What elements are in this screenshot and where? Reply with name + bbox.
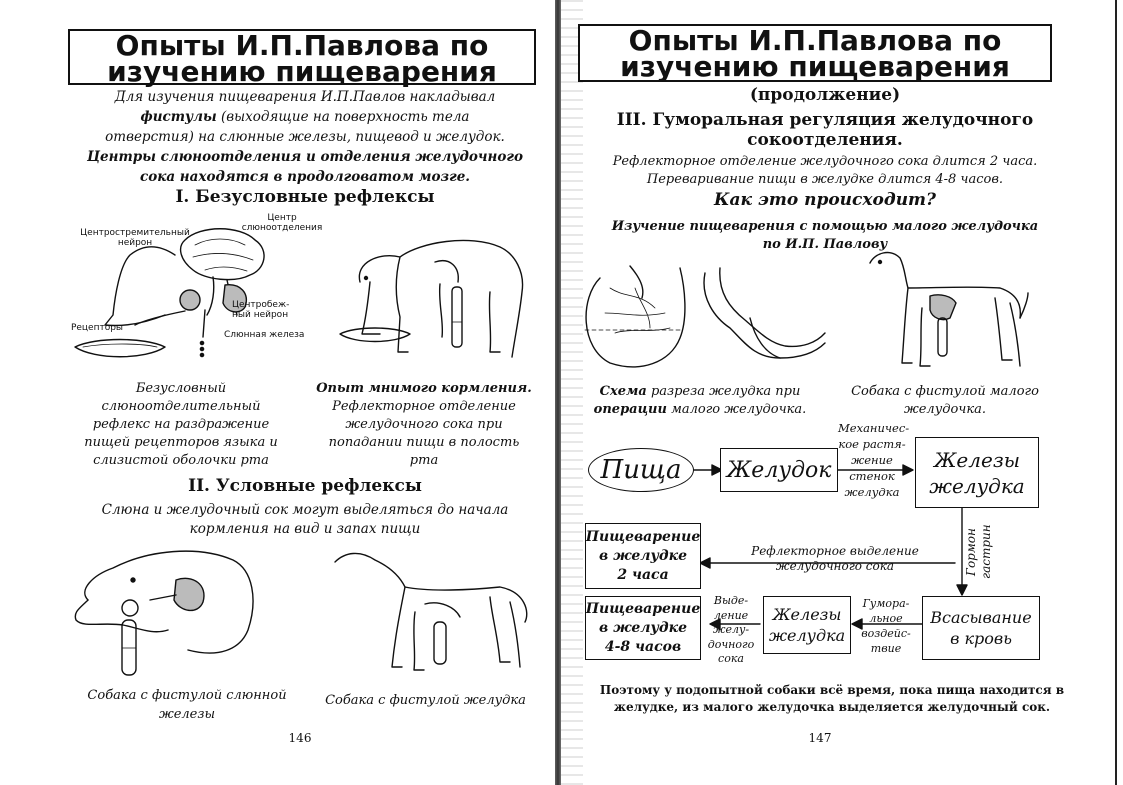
conclusion-line-1: Поэтому у подопытной собаки всё время, пока пища находится в bbox=[599, 683, 1065, 697]
caption1-line: пищей рецепторов языка и bbox=[84, 435, 278, 450]
glands-bottom-line: желудка bbox=[768, 626, 846, 645]
caption-sham-feeding bbox=[305, 380, 543, 470]
glands-top-line: Железы bbox=[933, 447, 1021, 472]
digest2-line: Пищеварение bbox=[585, 528, 701, 545]
caption3-line: Собака с фистулой слюнной bbox=[87, 688, 287, 703]
flowchart-arrows bbox=[560, 0, 1123, 785]
conclusion bbox=[582, 682, 1082, 716]
hormone-line: Гормон bbox=[964, 528, 978, 576]
right-title-line1: Опыты И.П.Павлова по bbox=[628, 24, 1002, 57]
mech-line: Механичес- bbox=[838, 421, 910, 435]
humoral-line: Гумора- bbox=[862, 597, 910, 610]
intro-line-3: отверстия) на слюнные железы, пищевод и желудок. bbox=[105, 129, 505, 145]
sub2-line-1: Слюна и желудочный сок могут выделяться до начала bbox=[101, 502, 509, 518]
caption2-line: желудочного сока при bbox=[345, 417, 503, 432]
left-intro bbox=[60, 87, 550, 187]
glands-top-line: желудка bbox=[929, 473, 1025, 498]
digest48-line: Пищеварение bbox=[585, 600, 701, 617]
section-2-heading: II. Условные рефлексы bbox=[188, 476, 422, 496]
flow-food: Пища bbox=[588, 448, 694, 492]
caption-dog-line: Собака с фистулой малого bbox=[851, 384, 1039, 399]
caption1-line: рефлекс на раздражение bbox=[92, 417, 270, 432]
page-number-left: 146 bbox=[288, 731, 312, 745]
secretion-line: ление bbox=[713, 608, 749, 622]
left-title-line2: изучению пищеварения bbox=[107, 55, 497, 88]
flow-absorption bbox=[922, 596, 1040, 660]
study-line-1: Изучение пищеварения с помощью малого желудочка bbox=[611, 219, 1039, 234]
reflex-line: желудочного сока bbox=[775, 559, 895, 573]
continued-label: (продолжение) bbox=[749, 85, 901, 105]
hormone-line: гастрин bbox=[979, 524, 993, 580]
absorb-line: Всасывание bbox=[930, 608, 1032, 627]
caption1-line: слизистой оболочки рта bbox=[93, 453, 269, 468]
caption-unconditioned-reflex bbox=[66, 380, 296, 470]
mech-line: стенок bbox=[849, 469, 895, 483]
left-page bbox=[0, 0, 556, 785]
section-2-subtitle bbox=[60, 501, 550, 539]
flow-stomach: Желудок bbox=[720, 448, 838, 492]
caption2-line: попадании пищи в полость bbox=[328, 435, 520, 450]
flow-digestion-2h bbox=[585, 523, 701, 589]
humoral-line: льное bbox=[869, 612, 903, 625]
left-title-box bbox=[68, 29, 536, 88]
digest48-line: 4-8 часов bbox=[604, 638, 682, 655]
section-1-heading: I. Безусловные рефлексы bbox=[175, 187, 435, 207]
caption3-line: железы bbox=[158, 707, 216, 722]
flow-glands-top bbox=[915, 437, 1039, 508]
absorb-line: в кровь bbox=[950, 629, 1012, 648]
mech-line: жение bbox=[851, 453, 893, 467]
caption2-line: рта bbox=[409, 453, 439, 468]
stomach-fistula-dog-illustration bbox=[330, 542, 535, 682]
caption2-line: Рефлекторное отделение bbox=[332, 399, 516, 414]
intro-line-5: сока находятся в продолговатом мозге. bbox=[140, 169, 470, 185]
reflex-line: Рефлекторное выделение bbox=[751, 544, 919, 558]
flow-juice-secretion bbox=[706, 594, 756, 667]
secretion-line: дочного bbox=[707, 637, 755, 651]
fact-1: Рефлекторное отделение желудочного сока длится 2 часа. bbox=[612, 154, 1038, 169]
fact-2: Переваривание пищи в желудке длится 4-8 часов. bbox=[646, 172, 1004, 187]
digest48-line: в желудке bbox=[599, 619, 687, 636]
caption1-line: слюноотделительный bbox=[101, 399, 261, 414]
left-title-line1: Опыты И.П.Павлова по bbox=[115, 29, 489, 62]
intro-line-2 bbox=[60, 107, 550, 127]
caption-scheme-bold-2: операции bbox=[593, 402, 667, 417]
conclusion-line-2: желудке, из малого желудочка выделяется желудочный сок. bbox=[613, 700, 1051, 714]
caption2-title: Опыт мнимого кормления. bbox=[316, 381, 532, 396]
flow-humoral-action bbox=[855, 596, 917, 656]
flow-digestion-4-8h bbox=[585, 596, 701, 660]
fistula-term: фистулы bbox=[140, 109, 217, 125]
right-title-line2: изучению пищеварения bbox=[620, 50, 1010, 83]
humoral-line: твие bbox=[870, 642, 902, 655]
caption-scheme-bold: Схема bbox=[599, 384, 647, 399]
caption-stomach-fistula: Собака с фистулой желудка bbox=[325, 693, 526, 708]
label-salivation-center: Центр слюноотделения bbox=[241, 213, 323, 233]
right-page bbox=[560, 0, 1123, 785]
humoral-line: воздейс- bbox=[861, 627, 911, 640]
label-salivary-gland: Слюнная железа bbox=[224, 330, 305, 340]
label-receptors: Рецепторы bbox=[70, 323, 124, 333]
intro-line-1: Для изучения пищеварения И.П.Павлов накладывал bbox=[114, 89, 496, 105]
flow-reflex-secretion bbox=[735, 544, 935, 574]
label-centripetal-neuron: Центростремительный нейрон bbox=[80, 228, 190, 248]
flow-mechanical-stretch bbox=[838, 420, 910, 500]
flow-glands-bottom bbox=[763, 596, 851, 654]
question-heading: Как это происходит? bbox=[713, 190, 936, 210]
page-number-right: 147 bbox=[808, 731, 832, 745]
caption-salivary-fistula bbox=[62, 686, 312, 724]
intro-line-2-rest: (выходящие на поверхность тела bbox=[216, 109, 470, 125]
caption1-line: Безусловный bbox=[135, 381, 227, 396]
sham-feeding-dog-illustration bbox=[340, 222, 540, 372]
intro-line-4: Центры слюноотделения и отделения желудочного bbox=[87, 149, 523, 165]
section3-line-1: III. Гуморальная регуляция желудочного bbox=[616, 110, 1034, 130]
secretion-line: Выде- bbox=[713, 594, 749, 607]
flow-hormone-gastrin bbox=[964, 522, 1010, 582]
caption-scheme-rest: разреза желудка при bbox=[646, 384, 801, 399]
mech-line: кое растя- bbox=[838, 437, 906, 451]
mech-line: желудка bbox=[844, 485, 900, 499]
caption-dog-line: желудочка. bbox=[903, 402, 987, 417]
section3-line-2: сокоотделения. bbox=[747, 130, 903, 150]
secretion-line: желу- bbox=[712, 623, 750, 636]
digest2-line: 2 часа bbox=[617, 566, 669, 583]
label-centrifugal-neuron: Центробеж- ный нейрон bbox=[232, 300, 290, 320]
sub2-line-2: кормления на вид и запах пищи bbox=[189, 521, 421, 537]
secretion-line: сока bbox=[718, 652, 744, 665]
study-line-2: по И.П. Павлову bbox=[762, 237, 888, 252]
salivary-fistula-dog-illustration bbox=[68, 540, 288, 685]
glands-bottom-line: Железы bbox=[772, 605, 842, 624]
caption-scheme-rest-2: малого желудочка. bbox=[666, 402, 807, 417]
digest2-line: в желудке bbox=[599, 547, 687, 564]
